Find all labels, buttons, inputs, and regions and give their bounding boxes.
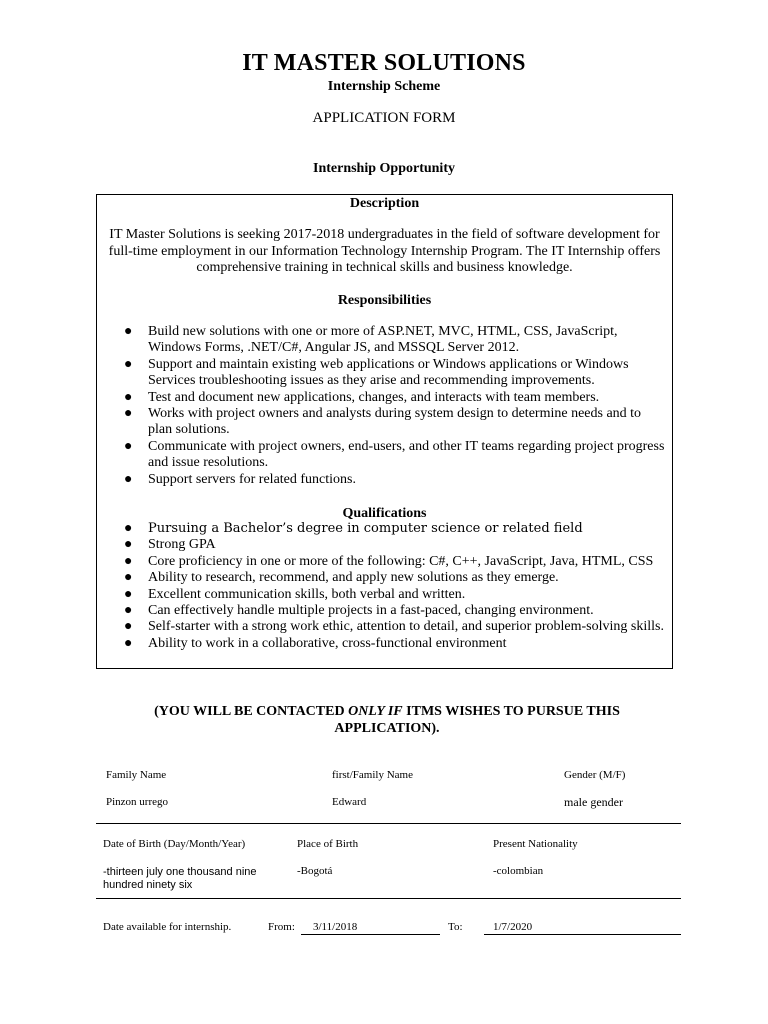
gender-field[interactable]: male gender bbox=[564, 795, 623, 809]
list-item: ● Excellent communication skills, both verbal and written. bbox=[124, 586, 466, 602]
bullet-icon: ● bbox=[124, 521, 133, 536]
contact-notice: (YOU WILL BE CONTACTED ONLY IF ITMS WISHES TO PURSUE THIS APPLICATION). bbox=[154, 704, 620, 736]
responsibilities-list bbox=[124, 324, 668, 488]
bullet-icon: ● bbox=[124, 471, 133, 487]
nationality-field[interactable]: -colombian bbox=[493, 865, 544, 877]
list-item: ● Can effectively handle multiple projects in a fast-paced, changing environment. bbox=[124, 603, 594, 619]
list-item: ● Self-starter with a strong work ethic, attention to detail, and superior problem-solving skills. bbox=[124, 619, 664, 635]
bullet-icon: ● bbox=[124, 553, 133, 569]
list-item: ● Core proficiency in one or more of the following: C#, C++, JavaScript, Java, HTML, CSS bbox=[124, 553, 654, 569]
opportunity-heading: Internship Opportunity bbox=[313, 161, 455, 176]
from-date-field[interactable]: 3/11/2018 bbox=[313, 921, 358, 933]
list-item: ● Support and maintain existing web applications or Windows applications or Windows Services troubleshooting issues as they arise and recommending improvements. bbox=[124, 356, 629, 389]
form-title: APPLICATION FORM bbox=[312, 110, 456, 126]
responsibilities-heading: Responsibilities bbox=[337, 293, 432, 308]
bullet-icon: ● bbox=[124, 356, 133, 372]
bullet-icon: ● bbox=[124, 570, 133, 586]
row-divider bbox=[96, 898, 681, 899]
qualifications-heading: Qualifications bbox=[342, 506, 427, 521]
description-text: IT Master Solutions is seeking 2017-2018 undergraduates in the field of software development for full-time employment in our Information Technology Internship Program. The IT Internship offers comprehensive training in technical skills and business knowledge. bbox=[108, 227, 661, 275]
gender-label: Gender (M/F) bbox=[564, 769, 626, 781]
list-item: ● Pursuing a Bachelor’s degree in computer science or related field bbox=[124, 521, 583, 536]
family-name-label: Family Name bbox=[106, 769, 167, 781]
bullet-icon: ● bbox=[124, 619, 133, 635]
to-label: To: bbox=[448, 921, 463, 933]
bullet-icon: ● bbox=[124, 586, 133, 602]
list-item: ● Communicate with project owners, end-users, and other IT teams regarding project progress and issue resolutions. bbox=[124, 438, 665, 471]
row-divider bbox=[96, 823, 681, 824]
list-item: ● Support servers for related functions. bbox=[124, 471, 356, 487]
bullet-icon: ● bbox=[124, 635, 133, 651]
list-item: ● Works with project owners and analysts during system design to determine needs and to plan solutions. bbox=[124, 406, 642, 438]
pob-label: Place of Birth bbox=[297, 838, 359, 850]
description-heading: Description bbox=[349, 196, 420, 211]
scheme-subtitle: Internship Scheme bbox=[327, 79, 441, 94]
to-underline bbox=[484, 934, 681, 935]
bullet-icon: ● bbox=[124, 438, 133, 454]
list-item: ● Ability to work in a collaborative, cross-functional environment bbox=[124, 635, 507, 651]
company-title: IT MASTER SOLUTIONS bbox=[242, 50, 526, 76]
bullet-icon: ● bbox=[124, 389, 133, 405]
dob-label: Date of Birth (Day/Month/Year) bbox=[103, 838, 246, 850]
availability-label: Date available for internship. bbox=[103, 921, 232, 933]
list-item: ● Build new solutions with one or more of ASP.NET, MVC, HTML, CSS, JavaScript, Windows Forms, .NET/C#, Angular JS, and MSSQL Server 2012. bbox=[124, 324, 618, 356]
pob-field[interactable]: -Bogotá bbox=[297, 865, 333, 877]
family-name-field[interactable]: Pinzon urrego bbox=[106, 796, 169, 808]
first-name-field[interactable]: Edward bbox=[332, 796, 367, 808]
qualifications-list bbox=[124, 521, 668, 652]
list-item: ● Test and document new applications, changes, and interacts with team members. bbox=[124, 389, 600, 405]
bullet-icon: ● bbox=[124, 406, 133, 422]
list-item: ● Ability to research, recommend, and apply new solutions as they emerge. bbox=[124, 570, 559, 586]
first-name-label: first/Family Name bbox=[332, 769, 413, 781]
list-item: ● Strong GPA bbox=[124, 537, 216, 553]
to-date-field[interactable]: 1/7/2020 bbox=[493, 921, 533, 933]
dob-field[interactable]: -thirteen july one thousand nine hundred ninety six bbox=[103, 866, 257, 891]
bullet-icon: ● bbox=[124, 324, 133, 339]
nationality-label: Present Nationality bbox=[493, 838, 578, 850]
from-label: From: bbox=[268, 921, 295, 933]
from-underline bbox=[301, 934, 440, 935]
bullet-icon: ● bbox=[124, 603, 133, 619]
bullet-icon: ● bbox=[124, 537, 133, 553]
